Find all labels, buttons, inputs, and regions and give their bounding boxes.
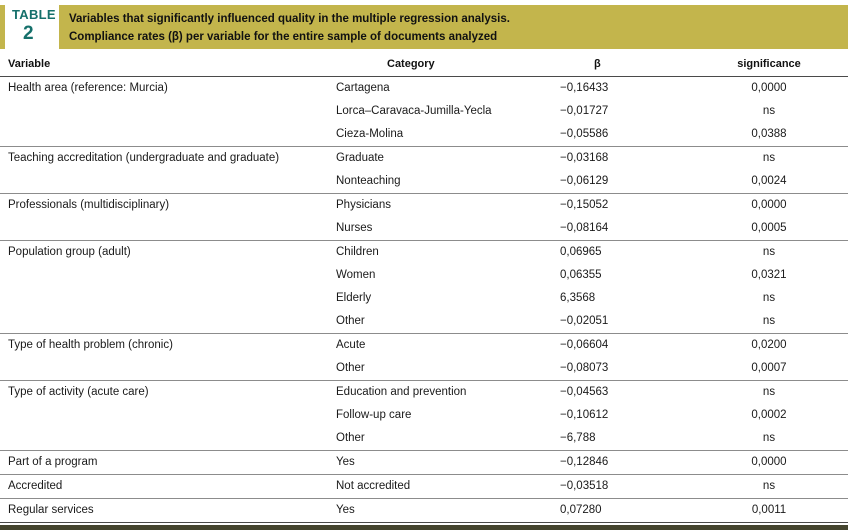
cell-beta: 0,06965 [548, 241, 690, 265]
table-row [0, 147, 848, 171]
table-row [0, 451, 848, 475]
cell-variable: Regular services [0, 499, 330, 523]
title-band [59, 5, 848, 49]
cell-variable: Teaching accreditation (undergraduate and graduate) [0, 147, 330, 171]
cell-variable: Accredited [0, 475, 330, 499]
cell-variable [0, 310, 330, 334]
cell-beta: −0,06604 [548, 334, 690, 358]
table-row [0, 475, 848, 499]
cell-category: Other [336, 362, 365, 374]
column-header-variable: Variable [0, 55, 330, 77]
cell-significance: 0,0000 [690, 451, 848, 475]
table-head [0, 55, 848, 77]
cell-beta: −0,03518 [548, 475, 690, 499]
cell-variable [0, 123, 330, 147]
cell-beta: −0,08164 [560, 222, 609, 234]
table-row [0, 404, 848, 427]
cell-beta: −0,10612 [560, 409, 609, 421]
table-row [0, 287, 848, 310]
cell-beta: −0,02051 [560, 315, 609, 327]
table-row [0, 381, 848, 405]
table-row [0, 241, 848, 265]
cell-category: Nonteaching [336, 175, 401, 187]
cell-significance: ns [762, 315, 776, 327]
cell-variable [0, 404, 330, 427]
table-row [0, 264, 848, 287]
cell-significance: 0,0002 [751, 409, 787, 421]
table-row [0, 427, 848, 451]
cell-category: Yes [330, 499, 548, 523]
column-header-category: Category [330, 55, 548, 77]
cell-variable [0, 170, 330, 194]
cell-significance: ns [690, 241, 848, 265]
cell-category: Acute [330, 334, 548, 358]
cell-category: Women [336, 269, 376, 281]
cell-significance: 0,0321 [751, 269, 787, 281]
column-header-beta: β [548, 55, 690, 77]
cell-variable [0, 217, 330, 241]
regression-table [0, 55, 848, 523]
cell-category: Yes [330, 451, 548, 475]
cell-beta: −6,788 [560, 432, 596, 444]
cell-significance: ns [690, 475, 848, 499]
table-row [0, 123, 848, 147]
cell-beta: −0,12846 [548, 451, 690, 475]
cell-variable: Part of a program [0, 451, 330, 475]
table-row [0, 77, 848, 101]
table-label-block [5, 5, 59, 49]
table-number: 2 [23, 23, 34, 44]
table-row [0, 310, 848, 334]
cell-significance: 0,0200 [690, 334, 848, 358]
header-row [0, 55, 848, 77]
cell-category: Cartagena [336, 82, 390, 94]
cell-variable: Professionals (multidisciplinary) [0, 194, 330, 218]
table-row [0, 194, 848, 218]
cell-significance: ns [762, 432, 776, 444]
cell-significance: 0,0011 [690, 499, 848, 523]
cell-category: Education and prevention [330, 381, 548, 405]
title-line-1: Variables that significantly influenced quality in the multiple regression analysis. [69, 13, 510, 25]
cell-significance: ns [690, 381, 848, 405]
cell-variable: Type of health problem (chronic) [0, 334, 330, 358]
cell-significance: 0,0000 [751, 82, 787, 94]
cell-variable [0, 287, 330, 310]
cell-significance: 0,0007 [751, 362, 787, 374]
column-header-significance: significance [690, 55, 848, 77]
table-word: TABLE [12, 7, 56, 22]
cell-variable [0, 427, 330, 451]
title-line-2: Compliance rates (β) per variable for the entire sample of documents analyzed [69, 30, 498, 43]
cell-category: Graduate [330, 147, 548, 171]
cell-beta: −0,15052 [548, 194, 690, 218]
cell-category: Elderly [336, 292, 372, 304]
cell-category: Lorca–Caravaca-Jumilla-Yecla [336, 105, 492, 117]
cell-beta: −0,03168 [548, 147, 690, 171]
cell-beta: 0,07280 [548, 499, 690, 523]
cell-variable [0, 100, 330, 123]
bottom-rule [0, 525, 848, 530]
table-body [0, 77, 848, 523]
cell-significance: 0,0005 [751, 222, 787, 234]
cell-category: Physicians [330, 194, 548, 218]
cell-category: Cieza-Molina [336, 128, 404, 140]
cell-variable [0, 357, 330, 381]
cell-variable: Health area (reference: Murcia) [8, 82, 168, 94]
table-header [0, 5, 848, 49]
cell-beta: −0,08073 [560, 362, 609, 374]
cell-significance: 0,0388 [751, 128, 787, 140]
table-row [0, 334, 848, 358]
table-row [0, 357, 848, 381]
cell-variable: Population group (adult) [0, 241, 330, 265]
table-row [0, 217, 848, 241]
cell-significance: 0,0000 [690, 194, 848, 218]
cell-category: Follow-up care [336, 409, 412, 421]
cell-category: Nurses [336, 222, 373, 234]
cell-variable [0, 264, 330, 287]
table-row [0, 499, 848, 523]
table-row [0, 100, 848, 123]
cell-beta: −0,04563 [548, 381, 690, 405]
cell-beta: −0,16433 [560, 82, 609, 94]
cell-beta: −0,05586 [560, 128, 609, 140]
table-row [0, 170, 848, 194]
cell-significance: 0,0024 [751, 175, 787, 187]
cell-significance: ns [762, 105, 776, 117]
cell-significance: ns [762, 292, 776, 304]
cell-category: Children [330, 241, 548, 265]
cell-category: Not accredited [330, 475, 548, 499]
cell-category: Other [336, 432, 365, 444]
cell-beta: −0,06129 [560, 175, 609, 187]
cell-significance: ns [690, 147, 848, 171]
cell-beta: 0,06355 [560, 269, 602, 281]
cell-variable: Type of activity (acute care) [0, 381, 330, 405]
cell-beta: 6,3568 [560, 292, 596, 304]
cell-category: Other [336, 315, 365, 327]
cell-beta: −0,01727 [560, 105, 609, 117]
